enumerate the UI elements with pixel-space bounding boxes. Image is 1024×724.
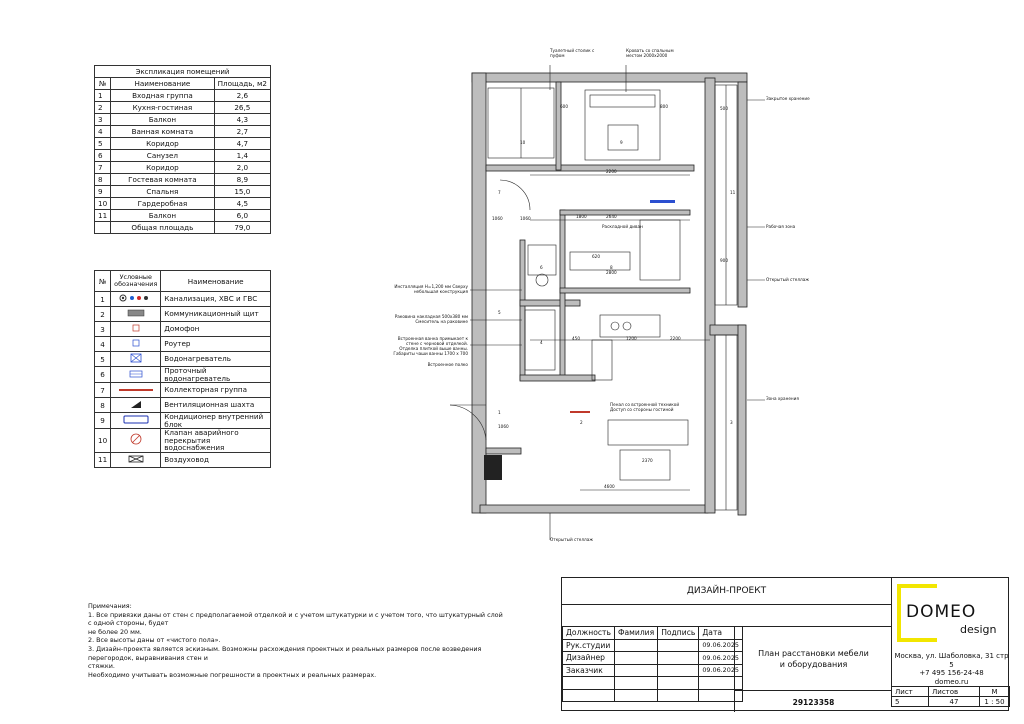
- company-name: DOMEO: [906, 602, 977, 622]
- room-number: 10: [95, 198, 111, 210]
- room-number: 6: [95, 150, 111, 162]
- stamp-col-role: Должность: [563, 627, 615, 640]
- rooms-table-title: Экспликация помещений: [95, 66, 271, 78]
- rooms-col-area: Площадь, м2: [214, 78, 270, 90]
- stamp-row: [563, 664, 743, 677]
- scale-header: М: [980, 687, 1010, 697]
- room-area: 15,0: [214, 186, 270, 198]
- logo-block: [891, 578, 1011, 686]
- legend-col-name: Наименование: [161, 271, 271, 292]
- dim: 800: [660, 104, 668, 109]
- rooms-col-name: Наименование: [111, 78, 215, 90]
- water-heater-icon: [111, 352, 161, 367]
- stamp-row: [563, 652, 743, 665]
- vent-shaft: [484, 455, 502, 480]
- dim: 1200: [626, 336, 637, 341]
- sheets-value: 47: [929, 697, 980, 707]
- room-number: 2: [95, 102, 111, 114]
- room-number: 1: [95, 90, 111, 102]
- room-name: Спальня: [111, 186, 215, 198]
- legend-number: 6: [95, 367, 111, 383]
- legend-table: [94, 270, 271, 468]
- project-code: 29123358: [735, 690, 892, 713]
- note-line: Необходимо учитывать возможные погрешности в проектных и реальных размерах.: [88, 670, 377, 679]
- legend-row: [95, 352, 271, 367]
- rooms-table-row: [95, 210, 271, 222]
- legend-row: [95, 322, 271, 337]
- dim: 620: [592, 254, 600, 259]
- room-area: 2,0: [214, 162, 270, 174]
- company-sub: design: [960, 623, 997, 636]
- plan-label-closed-storage: Закрытое хранение: [766, 96, 810, 101]
- legend-name: Вентиляционная шахта: [161, 398, 271, 413]
- note-line: не более 20 мм.: [88, 627, 142, 636]
- title-block: [561, 577, 1009, 711]
- rooms-col-num: №: [95, 78, 111, 90]
- stamp-row: [563, 639, 743, 652]
- rooms-table-row: [95, 114, 271, 126]
- plan-label-bath: Встроенная ванна примыкает к стене с черновой отделкой. Отделка плиткой выше ванны. Габариты чаши ванны 1700 х 700: [393, 336, 468, 356]
- room-number-11: 11: [730, 190, 736, 195]
- legend-row: [95, 398, 271, 413]
- legend-row: [95, 307, 271, 322]
- wall-bath-mid: [520, 300, 580, 306]
- project-title: ДИЗАЙН-ПРОЕКТ: [562, 578, 891, 605]
- room-name: Балкон: [111, 210, 215, 222]
- plan-label-storage: Зона хранения: [766, 396, 799, 401]
- room-number: 5: [95, 138, 111, 150]
- room-number-6: 6: [540, 265, 543, 270]
- room-area: 4,3: [214, 114, 270, 126]
- room-name: Коридор: [111, 162, 215, 174]
- legend-number: 1: [95, 292, 111, 307]
- legend-row: [95, 337, 271, 352]
- dim: 2200: [670, 336, 681, 341]
- wall-bottom: [480, 505, 708, 513]
- plan-label-vanity: Туалетный столик с пуфом: [550, 48, 595, 58]
- stamp-col-signature: Подпись: [658, 627, 699, 640]
- stamp-role: Заказчик: [563, 664, 615, 677]
- sheets-header: Листов: [929, 687, 980, 697]
- dim: 1060: [498, 424, 509, 429]
- room-name: Гостевая комната: [111, 174, 215, 186]
- room-number-10: 10: [520, 140, 526, 145]
- room-number-5: 5: [498, 310, 501, 315]
- plan-label-shelf: Встроенное полко: [427, 362, 468, 367]
- rooms-table-row: [95, 198, 271, 210]
- company-address: Москва, ул. Шаболовка, 31 стр 5: [894, 652, 1009, 669]
- stamp-role: Рук.студии: [563, 639, 615, 652]
- ac-indoor-icon: [111, 413, 161, 429]
- vent-shaft-icon: [111, 398, 161, 413]
- room-area: 1,4: [214, 150, 270, 162]
- legend-col-num: №: [95, 271, 111, 292]
- legend-name: Клапан аварийного перекрытия водоснабжения: [161, 429, 271, 453]
- sheet-title-line2: и оборудования: [779, 660, 848, 669]
- dim: 450: [572, 336, 580, 341]
- plan-label-open-shelf: Открытый стеллаж: [766, 277, 810, 282]
- rooms-table: [94, 65, 271, 234]
- plan-label-work-zone: Рабочая зона: [766, 224, 796, 229]
- shutoff-valve-icon: [111, 429, 161, 453]
- note-line: 2. Все высоты даны от «чистого пола».: [88, 636, 221, 645]
- dim: 2200: [606, 169, 617, 174]
- note-line: 3. Дизайн-проекта является эскизным. Возможны расхождения проектных и реальных размеров после возведения перегородок, выравнивания стен и: [88, 644, 482, 662]
- note-line: стяжки.: [88, 662, 115, 671]
- sheet-value: 5: [892, 697, 929, 707]
- scale-value: 1 : 50: [980, 697, 1010, 707]
- rooms-table-row: [95, 126, 271, 138]
- wall-left: [472, 73, 486, 513]
- legend-number: 9: [95, 413, 111, 429]
- rooms-total-value: 79,0: [214, 222, 270, 234]
- wall-right-inner: [705, 78, 715, 513]
- stamp-col-date: Дата: [699, 627, 743, 640]
- rooms-table-row: [95, 150, 271, 162]
- legend-number: 7: [95, 383, 111, 398]
- legend-number: 4: [95, 337, 111, 352]
- notes: [88, 602, 508, 679]
- notes-title: Примечания:: [88, 602, 132, 610]
- company-site: domeo.ru: [934, 677, 969, 686]
- room-area: 8,9: [214, 174, 270, 186]
- room-name: Гардеробная: [111, 198, 215, 210]
- rooms-table-row: [95, 186, 271, 198]
- stamp-col-surname: Фамилия: [614, 627, 657, 640]
- rooms-table-row: [95, 162, 271, 174]
- rooms-table-row: [95, 90, 271, 102]
- room-area: 2,6: [214, 90, 270, 102]
- dim: 900: [720, 258, 728, 263]
- dim: 2370: [642, 458, 653, 463]
- legend-row: [95, 292, 271, 307]
- room-name: Ванная комната: [111, 126, 215, 138]
- rooms-table-row: [95, 138, 271, 150]
- rooms-total-label: Общая площадь: [111, 222, 215, 234]
- dim: 2640: [606, 214, 617, 219]
- legend-col-symbol: Условные обозначения: [111, 271, 161, 292]
- room-number-1: 1: [498, 410, 501, 415]
- legend-number: 2: [95, 307, 111, 322]
- wall-wardrobe: [556, 82, 561, 170]
- room-name: Балкон: [111, 114, 215, 126]
- legend-name: Воздуховод: [161, 452, 271, 467]
- dim: 1060: [520, 216, 531, 221]
- room-area: 6,0: [214, 210, 270, 222]
- dim: 1060: [492, 216, 503, 221]
- sheet-header: Лист: [892, 687, 929, 697]
- sewer-water-icon: [111, 292, 161, 307]
- room-number: 7: [95, 162, 111, 174]
- room-area: 4,5: [214, 198, 270, 210]
- legend-row: [95, 452, 271, 467]
- legend-name: Коллекторная группа: [161, 383, 271, 398]
- room-number: 11: [95, 210, 111, 222]
- room-area: 4,7: [214, 138, 270, 150]
- wall-guest-bottom: [560, 288, 690, 293]
- plan-label-sofa-bed: Раскладной диван: [602, 224, 643, 229]
- legend-number: 8: [95, 398, 111, 413]
- legend-name: Роутер: [161, 337, 271, 352]
- ac-unit: [650, 200, 675, 203]
- room-number-3: 3: [730, 420, 733, 425]
- collector: [570, 411, 590, 413]
- flow-heater-icon: [111, 367, 161, 383]
- dim: 500: [720, 106, 728, 111]
- legend-number: 11: [95, 452, 111, 467]
- room-area: 2,7: [214, 126, 270, 138]
- plan-label-bed: Кровать со спальным местом 2000х2000: [626, 48, 674, 58]
- legend-name: Коммуникационный щит: [161, 307, 271, 322]
- dim: 1800: [576, 214, 587, 219]
- wall-bath-left: [520, 240, 525, 380]
- legend-row: [95, 413, 271, 429]
- room-number-4: 4: [540, 340, 543, 345]
- stamp-date: 09.06.2025: [699, 639, 743, 652]
- dim: 4600: [604, 484, 615, 489]
- legend-number: 10: [95, 429, 111, 453]
- legend-name: Водонагреватель: [161, 352, 271, 367]
- stamp-date: 09.06.2025: [699, 652, 743, 665]
- room-number: 8: [95, 174, 111, 186]
- intercom-icon: [111, 322, 161, 337]
- company-phone: +7 495 156-24-48: [919, 669, 984, 678]
- legend-row: [95, 383, 271, 398]
- stamp-date: 09.06.2025: [699, 664, 743, 677]
- legend-row: [95, 367, 271, 383]
- room-number-8: 8: [610, 265, 613, 270]
- legend-number: 3: [95, 322, 111, 337]
- room-name: Санузел: [111, 150, 215, 162]
- sheet-title-line1: План расстановки мебели: [758, 649, 869, 658]
- plan-label-pencil-case: Пенал со встроенной техникой Доступ со стороны гостиной: [610, 402, 680, 412]
- comm-panel-icon: [111, 307, 161, 322]
- wall-bath-bottom: [520, 375, 595, 381]
- room-name: Входная группа: [111, 90, 215, 102]
- room-area: 26,5: [214, 102, 270, 114]
- sheet-info: [891, 686, 1010, 707]
- wall-bedroom-bottom: [486, 165, 694, 171]
- floor-plan: [380, 40, 820, 545]
- room-number: 9: [95, 186, 111, 198]
- legend-name: Домофон: [161, 322, 271, 337]
- dim: 600: [560, 104, 568, 109]
- collector-icon: [111, 383, 161, 398]
- wall-entry: [486, 448, 521, 454]
- rooms-table-row: [95, 174, 271, 186]
- room-name: Коридор: [111, 138, 215, 150]
- legend-number: 5: [95, 352, 111, 367]
- note-line: 1. Все привязки даны от стен с предполагаемой отделкой и с учетом штукатурки и с учетом того, что штукатурный слой с одной стороны, будет: [88, 610, 503, 628]
- room-number: 4: [95, 126, 111, 138]
- wall-guest-left: [560, 210, 565, 380]
- legend-name: Проточный водонагреватель: [161, 367, 271, 383]
- room-number-7: 7: [498, 190, 501, 195]
- air-duct-icon: [111, 452, 161, 467]
- room-number: 3: [95, 114, 111, 126]
- router-icon: [111, 337, 161, 352]
- stamp-role: Дизайнер: [563, 652, 615, 665]
- legend-name: Канализация, ХВС и ГВС: [161, 292, 271, 307]
- rooms-table-row: [95, 102, 271, 114]
- room-name: Кухня-гостиная: [111, 102, 215, 114]
- room-number-9: 9: [620, 140, 623, 145]
- room-number-2: 2: [580, 420, 583, 425]
- wall-right-outer-bottom: [738, 325, 746, 515]
- legend-name: Кондиционер внутренний блок: [161, 413, 271, 429]
- wall-right-outer-top: [738, 82, 747, 307]
- plan-label-sink: Раковина накладная 500х380 мм Смеситель на раковине: [394, 314, 468, 324]
- legend-row: [95, 429, 271, 453]
- plan-label-installation: Инсталляция Н=1,200 мм Сверху небольшая конструкция: [394, 284, 468, 294]
- plan-label-open-shelf-bottom: Открытый стеллаж: [550, 537, 594, 542]
- dim: 2800: [606, 270, 617, 275]
